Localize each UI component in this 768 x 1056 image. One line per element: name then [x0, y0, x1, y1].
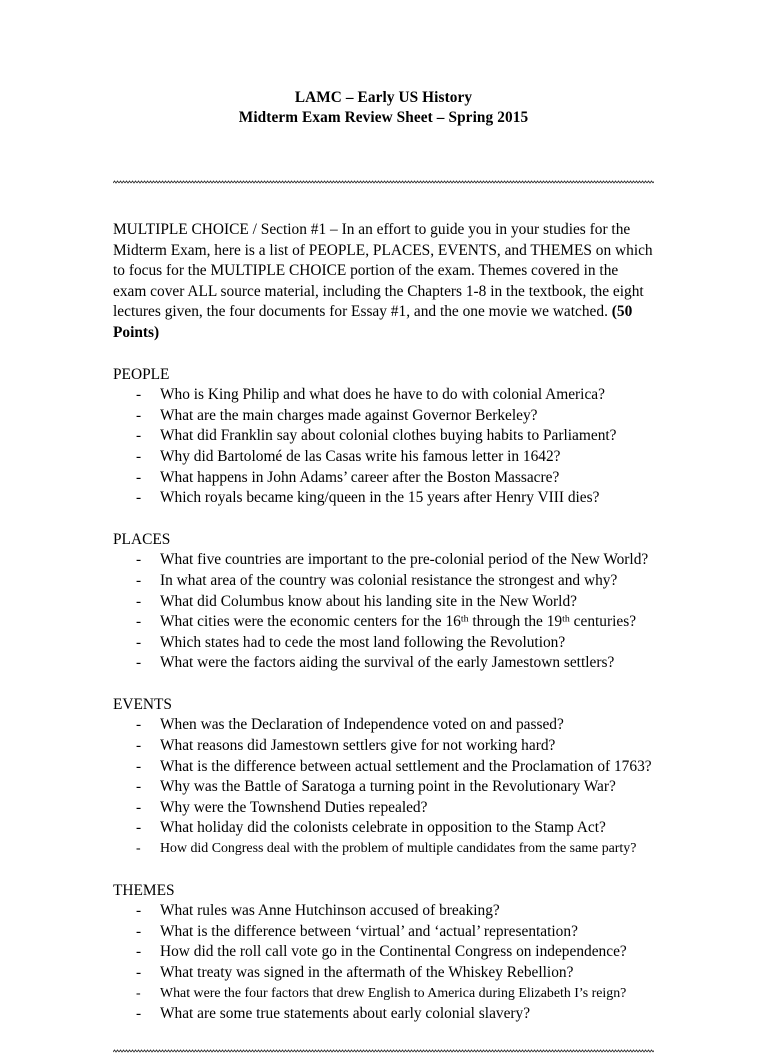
question-text: Which states had to cede the most land following the Revolution?	[160, 633, 566, 651]
question-list	[113, 550, 654, 674]
question-text: What is the difference between ‘virtual’ and ‘actual’ representation?	[160, 922, 578, 940]
wavy-divider-bottom	[113, 1047, 654, 1056]
question-item	[113, 818, 654, 839]
question-list	[113, 715, 654, 859]
bullet-dash: -	[136, 489, 142, 507]
question-text: Why did Bartolomé de las Casas write his famous letter in 1642?	[160, 447, 561, 465]
question-item	[113, 798, 654, 819]
question-text: Which royals became king/queen in the 15 years after Henry VIII dies?	[160, 489, 600, 507]
question-text: What did Columbus know about his landing site in the New World?	[160, 592, 577, 610]
bullet-dash: -	[136, 737, 142, 755]
bullet-dash: -	[136, 922, 142, 940]
section-heading: PEOPLE	[113, 365, 170, 383]
question-list	[113, 901, 654, 1025]
question-text: In what area of the country was colonial resistance the strongest and why?	[160, 571, 618, 589]
question-item	[113, 550, 654, 571]
section-places	[113, 530, 654, 674]
question-item	[113, 922, 654, 943]
question-item	[113, 984, 654, 1005]
question-text: What cities were the economic centers for the 16th through the 19th centuries?	[160, 613, 637, 631]
title-line-2: Midterm Exam Review Sheet – Spring 2015	[238, 109, 529, 126]
question-text: How did Congress deal with the problem of multiple candidates from the same party?	[160, 841, 637, 857]
question-item	[113, 385, 654, 406]
intro-points: (50 Points)	[113, 303, 633, 341]
question-text: What rules was Anne Hutchinson accused of breaking?	[160, 902, 500, 920]
document-content	[113, 88, 654, 1056]
section-heading: PLACES	[113, 530, 171, 548]
question-text: Why was the Battle of Saratoga a turning point in the Revolutionary War?	[160, 778, 616, 796]
bullet-dash: -	[136, 592, 142, 610]
question-text: What are the main charges made against Governor Berkeley?	[160, 406, 538, 424]
question-item	[113, 901, 654, 922]
bullet-dash: -	[136, 1005, 142, 1023]
question-text: What were the factors aiding the survival of the early Jamestown settlers?	[160, 654, 615, 672]
bullet-dash: -	[136, 943, 142, 961]
intro-paragraph	[113, 220, 654, 344]
bullet-dash: -	[136, 571, 142, 589]
question-text: What holiday did the colonists celebrate in opposition to the Stamp Act?	[160, 819, 606, 837]
question-item	[113, 447, 654, 468]
bullet-dash: -	[136, 468, 142, 486]
bullet-dash: -	[136, 386, 142, 404]
question-text: What happens in John Adams’ career after the Boston Massacre?	[160, 468, 560, 486]
question-item	[113, 571, 654, 592]
bullet-dash: -	[136, 447, 142, 465]
question-item	[113, 1004, 654, 1025]
question-item	[113, 468, 654, 489]
section-themes	[113, 881, 654, 1025]
question-text: Why were the Townshend Duties repealed?	[160, 798, 428, 816]
wavy-divider-top	[113, 177, 654, 186]
question-item	[113, 963, 654, 984]
section-events	[113, 695, 654, 860]
question-item	[113, 633, 654, 654]
question-text: What reasons did Jamestown settlers give for not working hard?	[160, 737, 556, 755]
ordinal-suffix: th	[460, 613, 469, 625]
question-text: What is the difference between actual settlement and the Proclamation of 1763?	[160, 757, 652, 775]
question-item	[113, 757, 654, 778]
bullet-dash: -	[136, 654, 142, 672]
question-text: What five countries are important to the pre-colonial period of the New World?	[160, 551, 649, 569]
question-item	[113, 612, 654, 633]
question-item	[113, 406, 654, 427]
question-text: How did the roll call vote go in the Continental Congress on independence?	[160, 943, 627, 961]
question-text: When was the Declaration of Independence voted on and passed?	[160, 716, 564, 734]
question-item	[113, 736, 654, 757]
bullet-dash: -	[136, 613, 142, 631]
title-line-1: LAMC – Early US History	[294, 89, 473, 106]
section-heading: THEMES	[113, 881, 175, 899]
question-text: What are some true statements about early colonial slavery?	[160, 1005, 531, 1023]
bullet-dash: -	[136, 406, 142, 424]
bullet-dash: -	[136, 427, 142, 445]
bullet-dash: -	[136, 798, 142, 816]
bullet-dash: -	[136, 633, 142, 651]
question-item	[113, 592, 654, 613]
bullet-dash: -	[136, 985, 141, 1001]
question-list	[113, 385, 654, 509]
question-item	[113, 653, 654, 674]
question-item	[113, 942, 654, 963]
ordinal-suffix: th	[562, 613, 570, 625]
intro-text: MULTIPLE CHOICE / Section #1 – In an effort to guide you in your studies for the Midterm Exam, here is a list of PEOPLE, PLACES, EVENTS, and THEMES on which to focus for the MULTIPLE CHOICE portion of the exam. Themes covered in the exam cover ALL source material, including the Chapters 1-8 in the textbook, the eight lectures given, the four documents for Essay #1, and the one movie we watched.	[113, 221, 653, 321]
question-text: What treaty was signed in the aftermath of the Whiskey Rebellion?	[160, 964, 574, 981]
question-item	[113, 488, 654, 509]
question-item	[113, 426, 654, 447]
bullet-dash: -	[136, 841, 141, 857]
document-title	[113, 88, 654, 128]
question-item	[113, 777, 654, 798]
bullet-dash: -	[136, 902, 142, 920]
question-text: What did Franklin say about colonial clothes buying habits to Parliament?	[160, 427, 617, 445]
bullet-dash: -	[136, 778, 142, 796]
question-item	[113, 839, 654, 860]
bullet-dash: -	[136, 716, 142, 734]
bullet-dash: -	[136, 551, 142, 569]
section-people	[113, 365, 654, 509]
bullet-dash: -	[136, 964, 142, 981]
sections-container	[113, 365, 654, 1025]
section-heading: EVENTS	[113, 695, 172, 713]
bullet-dash: -	[136, 757, 142, 775]
question-item	[113, 715, 654, 736]
question-text: Who is King Philip and what does he have to do with colonial America?	[160, 386, 605, 404]
bullet-dash: -	[136, 819, 142, 837]
question-text: What were the four factors that drew English to America during Elizabeth I’s reign?	[160, 985, 627, 1001]
